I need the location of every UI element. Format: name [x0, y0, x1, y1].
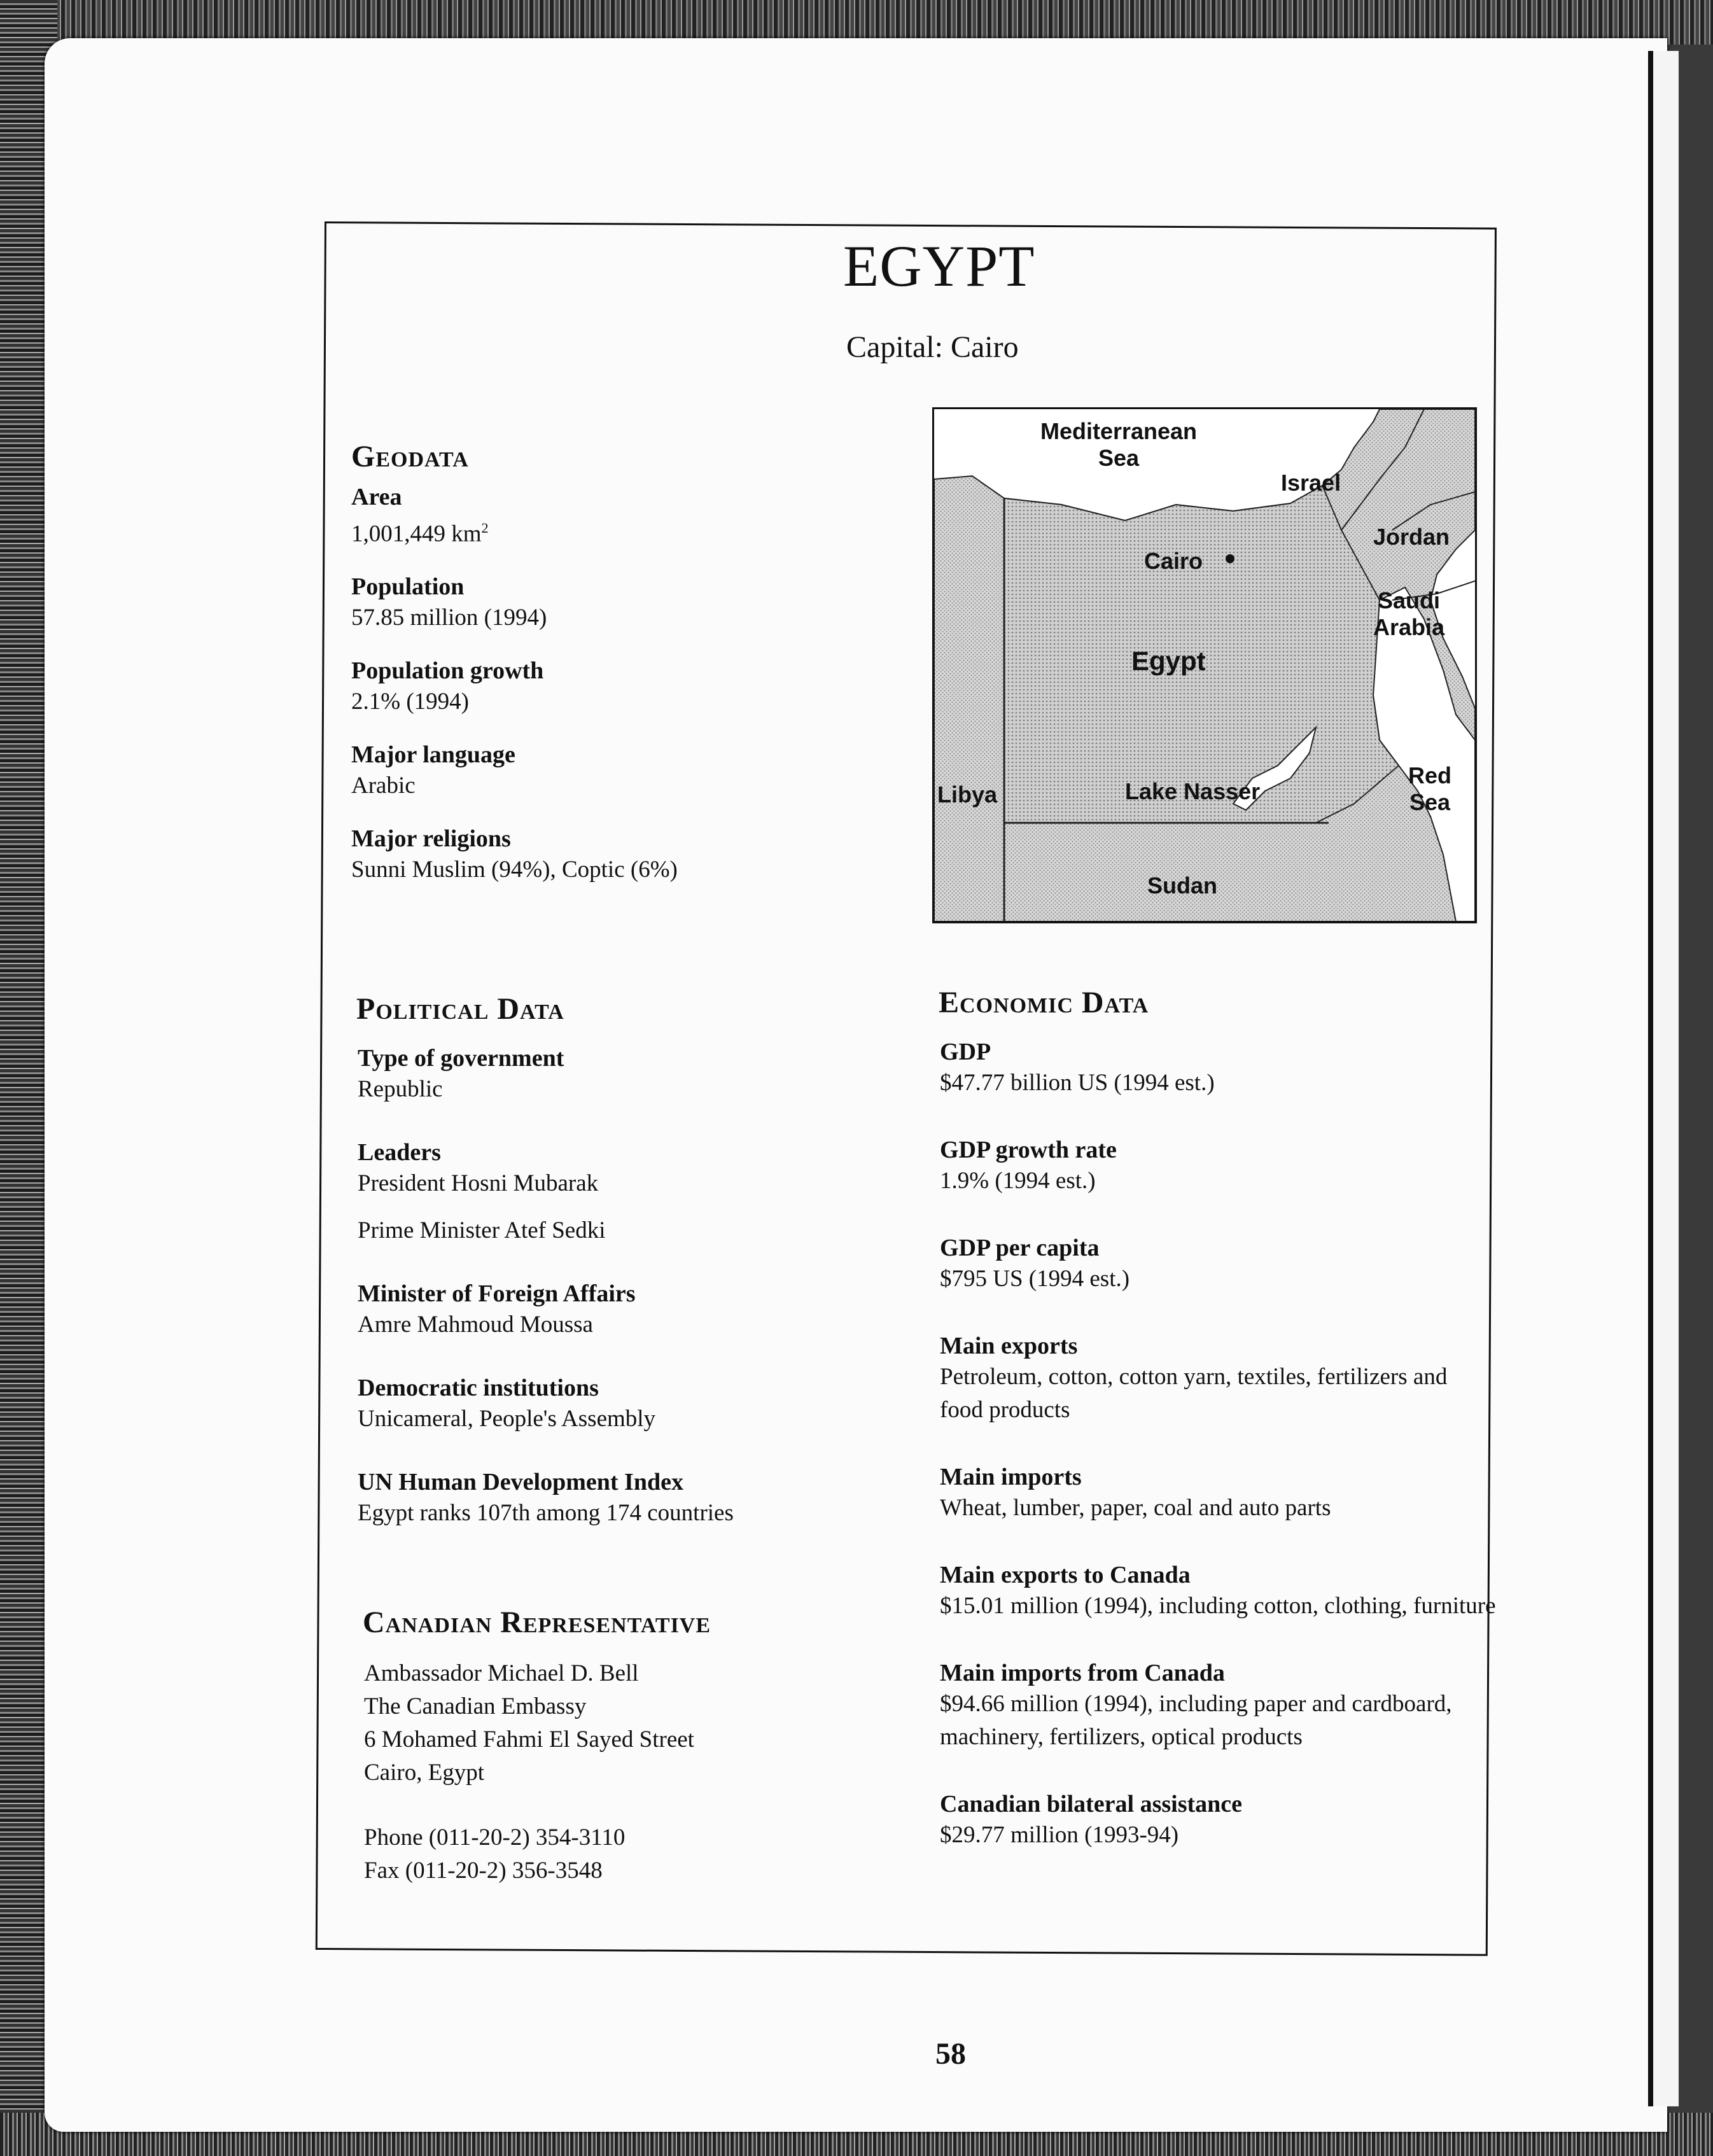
economic-value: $47.77 billion US (1994 est.) — [940, 1070, 1215, 1096]
geodata-value: 57.85 million (1994) — [351, 605, 547, 631]
political-label: Leaders — [358, 1139, 441, 1166]
economic-value: Petroleum, cotton, cotton yarn, textiles, fertilizers and — [940, 1364, 1448, 1390]
geodata-item-area — [351, 482, 678, 550]
political-item-institutions — [358, 1373, 734, 1436]
map-label-israel: Israel — [1281, 470, 1341, 496]
political-item-leaders — [358, 1138, 734, 1247]
economic-item-bilateral-assistance — [940, 1789, 1496, 1852]
address-line: Cairo, Egypt — [364, 1760, 485, 1786]
economic-label: Main exports to Canada — [940, 1562, 1191, 1588]
economic-item-imports-canada — [940, 1658, 1496, 1754]
map-label-cairo: Cairo — [1144, 548, 1203, 574]
page-number: 58 — [935, 2037, 966, 2071]
economic-label: GDP — [940, 1039, 991, 1065]
political-item-hdi — [358, 1467, 734, 1530]
economic-value: Wheat, lumber, paper, coal and auto parts — [940, 1495, 1331, 1521]
map-label-jordan: Jordan — [1373, 524, 1450, 550]
cairo-marker — [1226, 554, 1234, 563]
geodata-list — [351, 482, 678, 886]
geodata-label: Population growth — [351, 657, 544, 685]
geodata-value: Arabic — [351, 773, 416, 799]
economic-item-main-imports — [940, 1462, 1496, 1525]
geodata-value: 1,001,449 $km^2$ — [351, 520, 489, 547]
geodata-item-language — [351, 740, 678, 802]
political-list — [358, 1044, 734, 1530]
map-label-saudi-arabia: Saudi Arabia — [1373, 587, 1445, 640]
economic-label: Main imports — [940, 1464, 1082, 1490]
geodata-label: Population — [351, 573, 465, 601]
geodata-label: Major religions — [351, 825, 511, 853]
fax-number: Fax (011-20-2) 356-3548 — [364, 1858, 603, 1884]
economic-label: GDP growth rate — [940, 1137, 1117, 1163]
address-line: 6 Mohamed Fahmi El Sayed Street — [364, 1726, 694, 1753]
address-line: Ambassador Michael D. Bell — [364, 1660, 639, 1686]
political-value: Unicameral, People's Assembly — [358, 1406, 656, 1432]
economic-value: food products — [940, 1397, 1070, 1423]
political-value: Amre Mahmoud Moussa — [358, 1312, 593, 1338]
economic-value: $29.77 million (1993-94) — [940, 1822, 1179, 1848]
capital-subtitle: Capital: Cairo — [846, 330, 1019, 364]
canadian-rep-heading: Canadian Representative — [363, 1606, 711, 1639]
economic-heading: Economic Data — [939, 986, 1149, 1019]
map-label-sudan: Sudan — [1147, 872, 1218, 899]
map-label-lake-nasser: Lake Nasser — [1125, 778, 1261, 804]
map-label-red-sea: Red Sea — [1408, 762, 1452, 815]
economic-value: 1.9% (1994 est.) — [940, 1168, 1096, 1194]
page-title: EGYPT — [843, 234, 1035, 298]
political-value: Republic — [358, 1076, 443, 1102]
economic-label: Canadian bilateral assistance — [940, 1791, 1243, 1817]
geodata-value: Sunni Muslim (94%), Coptic (6%) — [351, 857, 678, 883]
geodata-heading: Geodata — [351, 440, 469, 473]
canadian-rep-block — [364, 1657, 694, 1887]
political-item-government — [358, 1044, 734, 1106]
economic-list — [940, 1037, 1496, 1852]
economic-value: $94.66 million (1994), including paper and cardboard, — [940, 1691, 1452, 1717]
geodata-item-population-growth — [351, 656, 678, 718]
economic-item-exports-canada — [940, 1560, 1496, 1623]
phone-number: Phone (011-20-2) 354-3110 — [364, 1824, 626, 1851]
political-value: Egypt ranks 107th among 174 countries — [358, 1500, 734, 1526]
egypt-map — [932, 407, 1477, 923]
map-label-egypt: Egypt — [1131, 646, 1206, 676]
geodata-label: Area — [351, 484, 402, 510]
economic-item-gdp — [940, 1037, 1496, 1100]
adjacent-page-edge — [1648, 51, 1679, 2106]
political-value: President Hosni Mubarak — [358, 1170, 599, 1196]
economic-item-gdp-per-capita — [940, 1233, 1496, 1296]
political-value: Prime Minister Atef Sedki — [358, 1217, 606, 1243]
economic-value: $15.01 million (1994), including cotton, clothing, furniture — [940, 1593, 1496, 1619]
economic-item-gdp-growth — [940, 1135, 1496, 1198]
geodata-item-religions — [351, 824, 678, 886]
political-heading: Political Data — [356, 992, 564, 1026]
geodata-label: Major language — [351, 741, 515, 769]
economic-label: Main exports — [940, 1333, 1078, 1359]
address-line: The Canadian Embassy — [364, 1693, 587, 1719]
political-label: Minister of Foreign Affairs — [358, 1280, 636, 1307]
geodata-value: 2.1% (1994) — [351, 689, 469, 715]
economic-value: $795 US (1994 est.) — [940, 1266, 1130, 1292]
political-label: Democratic institutions — [358, 1375, 599, 1401]
political-label: Type of government — [358, 1045, 564, 1072]
economic-item-main-exports — [940, 1331, 1496, 1427]
economic-label: GDP per capita — [940, 1235, 1100, 1261]
political-item-foreign-minister — [358, 1279, 734, 1341]
economic-label: Main imports from Canada — [940, 1660, 1225, 1686]
geodata-item-population — [351, 572, 678, 634]
map-label-libya: Libya — [937, 781, 998, 808]
economic-value: machinery, fertilizers, optical products — [940, 1724, 1303, 1750]
political-label: UN Human Development Index — [358, 1469, 683, 1495]
map-label-mediterranean: Mediterranean Sea — [1040, 418, 1198, 471]
